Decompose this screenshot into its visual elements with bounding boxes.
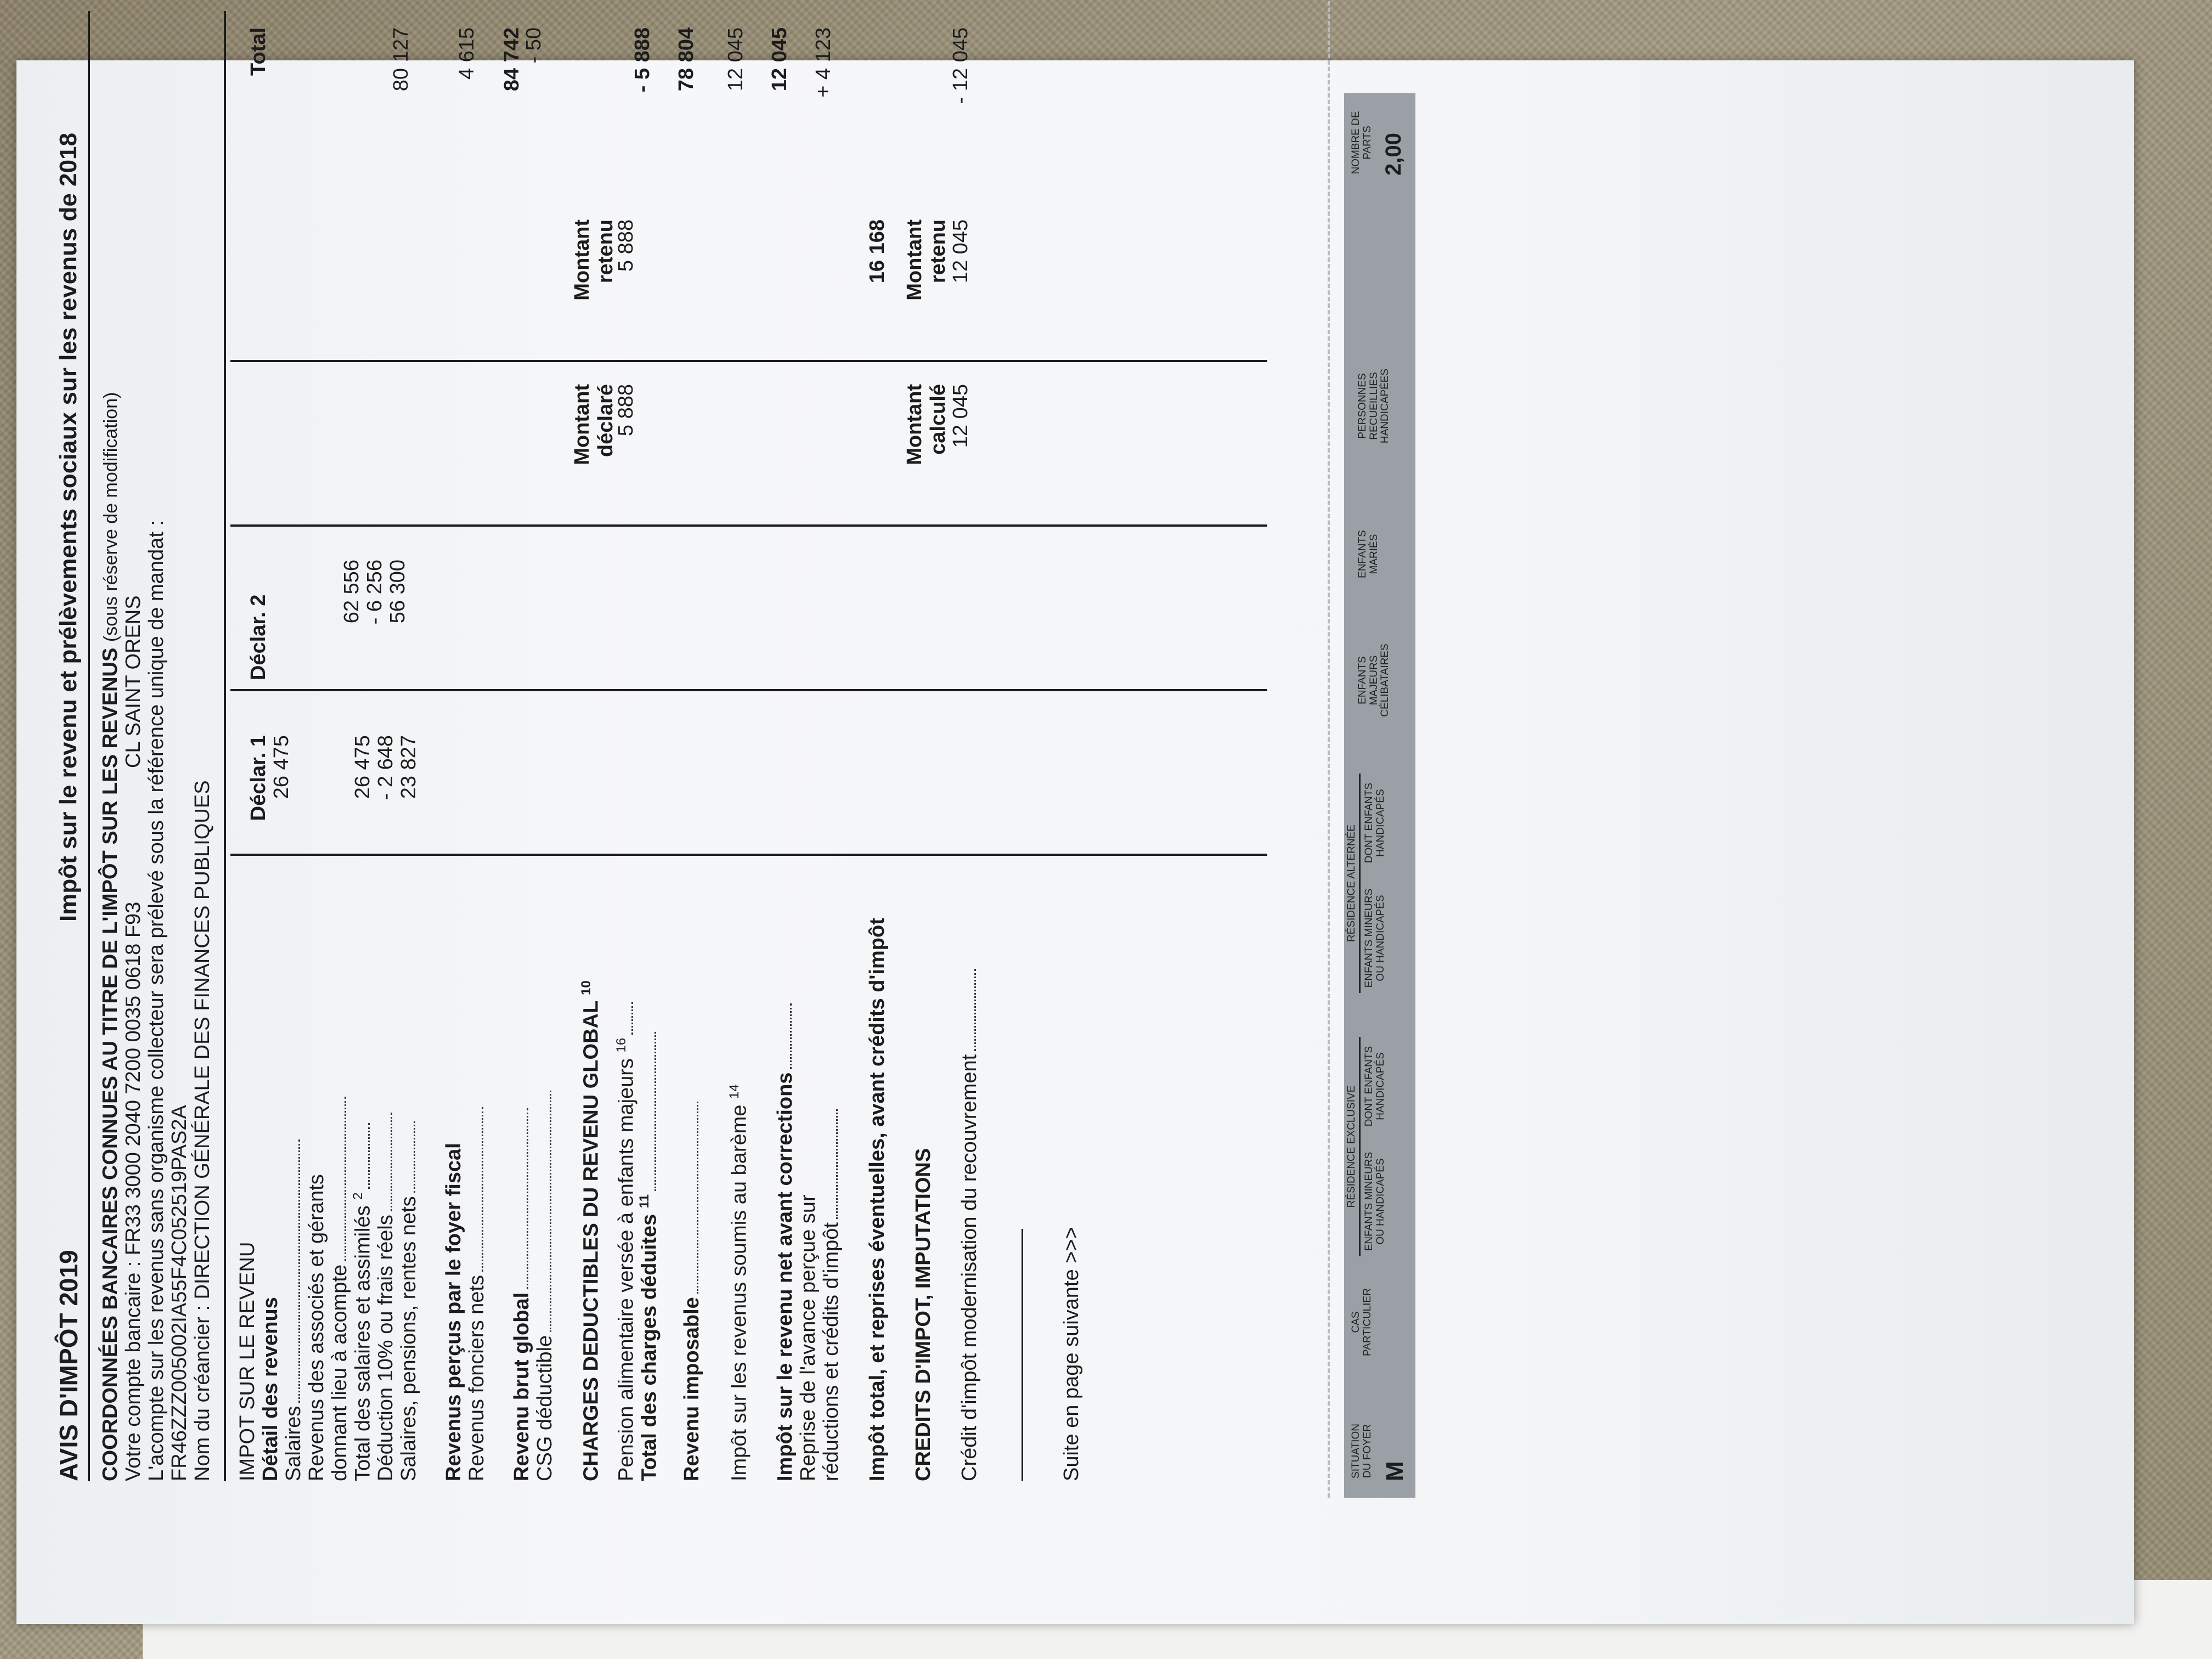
- section-ir: IMPOT SUR LE REVENU: [236, 1242, 259, 1481]
- col-declar-1: Déclar. 1: [247, 735, 270, 821]
- mandate-ref: FR46ZZZ005002IA55F4C052519PAS2A: [168, 1105, 191, 1481]
- household-summary-band: [1344, 93, 1415, 1498]
- col-declar-2: Déclar. 2: [247, 594, 270, 680]
- row-net-avant-total: 12 045: [768, 27, 791, 92]
- col-divider-1: [230, 854, 1267, 856]
- row-impot-total-label: Impôt total, et reprises éventuelles, avant crédits d'impôt: [866, 918, 889, 1481]
- row-pension-retained: 5 888: [614, 219, 637, 272]
- detail-heading: Détail des revenus: [259, 1297, 282, 1481]
- col-divider-4: [230, 360, 1267, 362]
- band-pers-recueillies: PERSONNES RECUEILLIES HANDICAPÉES: [1357, 368, 1391, 444]
- band-situation-value: M: [1381, 1461, 1408, 1481]
- row-sal-pensions-d1: 23 827: [397, 735, 420, 799]
- col-total: Total: [247, 27, 270, 76]
- revenus-foyer-heading: Revenus perçus par le foyer fiscal: [442, 1143, 465, 1481]
- footer-short-rule: [1022, 1229, 1023, 1481]
- band-enf-maries: ENFANTS MARIÉS: [1357, 530, 1380, 578]
- row-reprise-line1: Reprise de l'avance perçue sur: [797, 1194, 820, 1481]
- bank-name: CL SAINT ORENS: [122, 595, 145, 768]
- row-brut-total: 84 742: [500, 27, 523, 92]
- row-imposable-label: Revenu imposable: [680, 1102, 704, 1481]
- row-fonciers-label: Revenus fonciers nets: [465, 1107, 489, 1481]
- row-total-charges-total: - 5 888: [631, 27, 654, 93]
- row-brut-label: Revenu brut global: [510, 1108, 534, 1481]
- charges-col-declared: Montant déclaré: [571, 384, 617, 465]
- row-total-charges-label: Total des charges déduites $^{11}$: [637, 1032, 661, 1481]
- row-reprise-total: + 4 123: [812, 27, 835, 98]
- row-cimr-retained: 12 045: [949, 219, 972, 284]
- creditor-name: Nom du créancier : DIRECTION GÉNÉRALE DES FINANCES PUBLIQUES: [191, 780, 214, 1481]
- credits-col-calc: Montant calculé: [903, 384, 950, 465]
- band-dont-enf: DONT ENFANTS HANDICAPÉS: [1363, 1046, 1386, 1127]
- row-pension-declared: 5 888: [614, 384, 637, 437]
- bank-rule: [224, 11, 226, 1481]
- notice-subtitle: Impôt sur le revenu et prélèvements sociaux sur les revenus de 2018: [55, 133, 82, 922]
- bank-heading-note: (sous réserve de modification): [100, 392, 121, 642]
- band-nb-parts: NOMBRE DE PARTS: [1350, 111, 1373, 174]
- col-divider-2: [230, 689, 1267, 691]
- bank-heading: COORDONNÉES BANCAIRES CONNUES AU TITRE DE L'IMPÔT SUR LES REVENUS: [99, 647, 122, 1481]
- band-dont-enf-2: DONT ENFANTS HANDICAPÉS: [1363, 782, 1386, 864]
- credits-col-retained: Montant retenu: [903, 219, 950, 301]
- row-deduction-d1: - 2 648: [374, 735, 397, 800]
- row-cimr-calc: 12 045: [949, 384, 972, 448]
- row-impot-total-value: 16 168: [866, 219, 889, 284]
- row-deduction-d2: - 6 256: [363, 560, 386, 625]
- row-csg-total: - 50: [522, 27, 545, 64]
- footer-continued: Suite en page suivante >>>: [1060, 1227, 1083, 1481]
- row-bareme-label: Impôt sur les revenus soumis au barème $^{14}$: [727, 1084, 751, 1481]
- col-divider-3: [230, 524, 1267, 527]
- row-reprise-line2: réductions et crédits d'impôt: [820, 1109, 843, 1481]
- row-assoc-1: Revenus des associés et gérants: [305, 1174, 328, 1481]
- band-res-exclusive: RÉSIDENCE EXCLUSIVE: [1346, 1037, 1361, 1256]
- band-enf-mineurs: ENFANTS MINEURS OU HANDICAPÉS: [1363, 1152, 1386, 1251]
- header-rule: [88, 11, 90, 1481]
- row-cimr-label: Crédit d'impôt modernisation du recouvrement: [958, 969, 981, 1481]
- row-csg-label: CSG déductible: [533, 1091, 557, 1481]
- row-total-salaires-d1: 26 475: [351, 735, 374, 799]
- row-cimr-total: - 12 045: [949, 27, 972, 104]
- band-cas: CAS PARTICULIER: [1350, 1288, 1373, 1356]
- credits-heading: CREDITS D'IMPOT, IMPUTATIONS: [912, 1148, 935, 1481]
- band-enf-majeurs: ENFANTS MAJEURS CÉLIBATAIRES: [1357, 644, 1391, 717]
- bank-account: Votre compte bancaire : FR33 3000 2040 7200 0035 0618 F93: [122, 901, 145, 1481]
- band-nb-parts-value: 2,00: [1381, 133, 1406, 176]
- band-enf-mineurs-2: ENFANTS MINEURS OU HANDICAPÉS: [1363, 888, 1386, 988]
- row-salaires-d1: 26 475: [270, 735, 293, 799]
- notice-title: AVIS D'IMPÔT 2019: [54, 1250, 83, 1481]
- row-total-salaires-label: Total des salaires et assimilés $^2$: [351, 1123, 375, 1481]
- band-res-alternee: RÉSIDENCE ALTERNÉE: [1346, 774, 1361, 993]
- band-situation: SITUATION DU FOYER: [1350, 1424, 1373, 1479]
- charges-col-retained: Montant retenu: [571, 219, 617, 301]
- charges-heading: CHARGES DEDUCTIBLES DU REVENU GLOBAL $^{10}$: [579, 980, 603, 1481]
- row-sal-pensions-d2: 56 300: [386, 560, 409, 624]
- row-net-avant-label: Impôt sur le revenu net avant corrections: [774, 1003, 797, 1481]
- perforation-line: [1328, 0, 1330, 1498]
- tax-notice-content: [49, 0, 1602, 1498]
- row-fonciers-total: 4 615: [455, 27, 478, 80]
- row-sal-pensions-total: 80 127: [390, 27, 413, 92]
- row-assoc-2: donnant lieu à acompte: [328, 1097, 352, 1481]
- bank-heading-line: [99, 392, 122, 1481]
- row-salaires-label: Salaires: [282, 1139, 306, 1481]
- row-total-salaires-d2: 62 556: [340, 560, 363, 624]
- row-deduction-label: Déduction 10% ou frais réels: [374, 1113, 398, 1481]
- row-pension-label: Pension alimentaire versée à enfants majeurs $^{16}$: [614, 1002, 638, 1481]
- row-imposable-total: 78 804: [675, 27, 698, 92]
- row-sal-pensions-label: Salaires, pensions, rentes nets: [397, 1121, 421, 1481]
- row-bareme-total: 12 045: [724, 27, 747, 92]
- mandate-line: L'acompte sur les revenus sans organisme collecteur sera prélevé sous la référence unique de mandat :: [145, 520, 168, 1481]
